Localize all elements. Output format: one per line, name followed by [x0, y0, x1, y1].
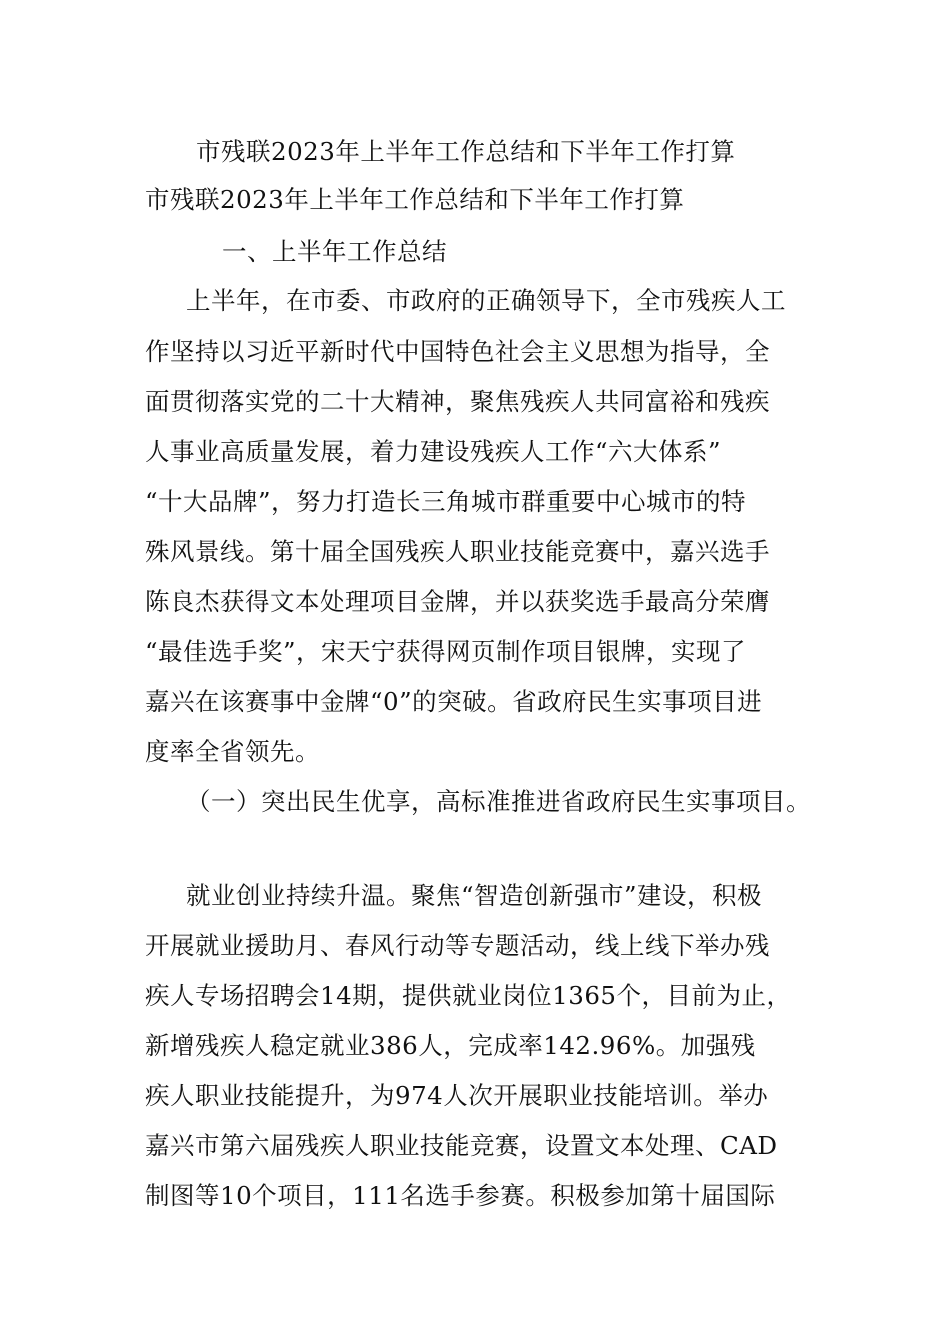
paragraph-line: 疾人职业技能提升，为974人次开展职业技能培训。举办	[145, 1081, 769, 1110]
paragraph-line: 疾人专场招聘会14期，提供就业岗位1365个，目前为止，	[145, 981, 792, 1010]
paragraph-line: 新增残疾人稳定就业386人，完成率142.96%。加强残	[145, 1031, 756, 1060]
section-heading: 一、上半年工作总结	[222, 237, 447, 266]
document-title: 市残联2023年上半年工作总结和下半年工作打算	[196, 137, 736, 166]
paragraph-line: 制图等10个项目，111名选手参赛。积极参加第十届国际	[145, 1181, 776, 1210]
paragraph-line: “最佳选手奖”，宋天宁获得网页制作项目银牌，实现了	[145, 637, 747, 666]
paragraph-line: 就业创业持续升温。聚焦“智造创新强市”建设，积极	[186, 881, 763, 910]
paragraph-line: 上半年，在市委、市政府的正确领导下，全市残疾人工	[186, 286, 786, 315]
paragraph-line: 作坚持以习近平新时代中国特色社会主义思想为指导，全	[145, 337, 770, 366]
paragraph-line: 人事业高质量发展，着力建设残疾人工作“六大体系”	[145, 437, 722, 466]
paragraph-line: 陈良杰获得文本处理项目金牌，并以获奖选手最高分荣膺	[145, 587, 770, 616]
paragraph-line: 殊风景线。第十届全国残疾人职业技能竞赛中，嘉兴选手	[145, 537, 770, 566]
paragraph-line: 嘉兴在该赛事中金牌“0”的突破。省政府民生实事项目进	[145, 687, 763, 716]
paragraph-line: 度率全省领先。	[145, 737, 320, 766]
paragraph-line: 嘉兴市第六届残疾人职业技能竞赛，设置文本处理、CAD	[145, 1131, 778, 1160]
subheading: （一）突出民生优享，高标准推进省政府民生实事项目。	[186, 787, 811, 816]
paragraph-line: 面贯彻落实党的二十大精神，聚焦残疾人共同富裕和残疾	[145, 387, 770, 416]
paragraph-line: “十大品牌”，努力打造长三角城市群重要中心城市的特	[145, 487, 747, 516]
paragraph-line: 开展就业援助月、春风行动等专题活动，线上线下举办残	[145, 931, 770, 960]
document-title-repeat: 市残联2023年上半年工作总结和下半年工作打算	[145, 185, 685, 214]
